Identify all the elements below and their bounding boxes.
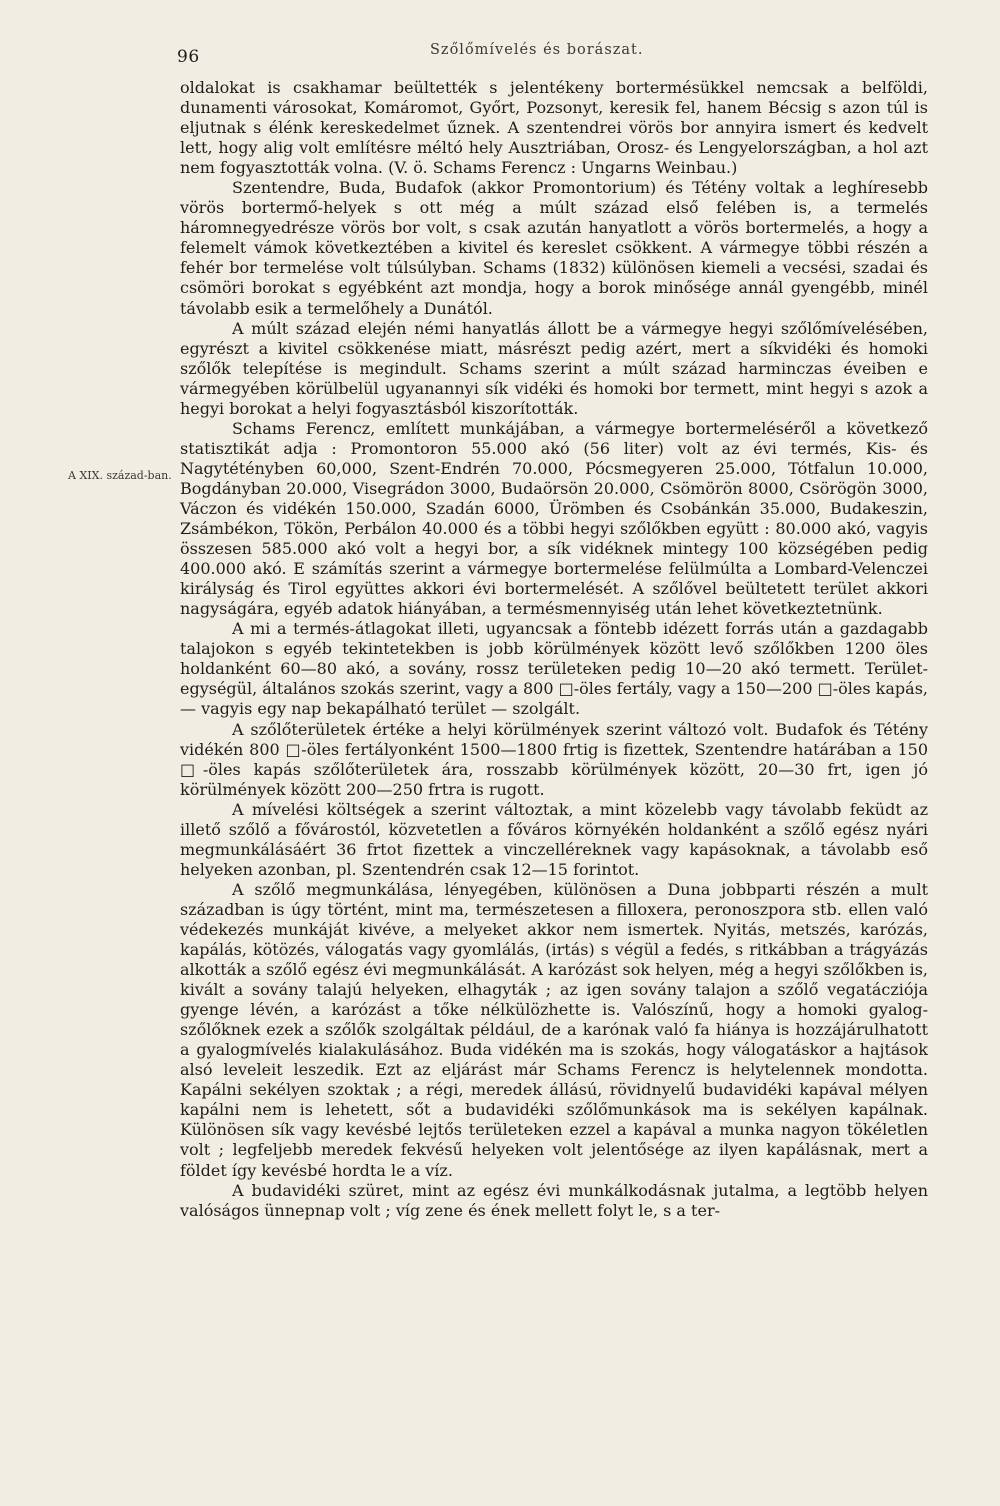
- text-body: [180, 78, 928, 1221]
- paragraph: Szentendre, Buda, Budafok (akkor Promontorium) és Tétény voltak a leghíresebb vörös bortermő-helyek s ott még a múlt század első felében is, a termelés háromnegyedrésze vörös bor volt, s csak azután hanyatlott a vörös bortermelés, a hogy a felemelt vámok következtében a kivitel és kereslet csökkent. A vármegye többi részén a fehér bor termelése volt túlsúlyban. Schams (1832) különösen kiemeli a vecsési, szadai és csömöri borokat s egyébként azt mondja, hogy a borok minősége annál gyengébb, minél távolabb esik a termelőhely a Dunától.: [180, 178, 928, 318]
- paragraph: A budavidéki szüret, mint az egész évi munkálkodásnak jutalma, a legtöbb helyen valóságos ünnepnap volt ; víg zene és ének mellett folyt le, s a ter-: [180, 1180, 928, 1220]
- margin-note: A XIX. század-ban.: [68, 469, 172, 482]
- paragraph: oldalokat is csakhamar beültették s jelentékeny bortermésükkel nemcsak a belföldi, dunamenti városokat, Komáromot, Győrt, Pozsonyt, keresik fel, hanem Bécsig s azon túl is eljutnak s élénk kereskedelmet űznek. A szentendrei vörös bor annyira ismert és kedvelt lett, hogy alig volt említésre méltó hely Ausztriában, Orosz- és Lengyelországban, a hol azt nem fogyasztották volna. (V. ö. Schams Ferencz : Ungarns Weinbau.): [180, 78, 928, 178]
- paragraph: Schams Ferencz, említett munkájában, a vármegye bortermeléséről a következő statisztikát adja : Promontoron 55.000 akó (56 liter) volt az évi termés, Kis- és Nagytétényben 60,000, Szent-Endrén 70.000, Pócsmegyeren 25.000, Tótfalun 10.000, Bogdányban 20.000, Visegrádon 3000, Budaörsön 20.000, Csömörön 8000, Csörögön 3000, Váczon és vidékén 150.000, Szadán 6000, Ürömben és Csobánkán 35.000, Budakeszin, Zsámbékon, Tökön, Perbálon 40.000 és a többi hegyi szőlőkben együtt : 80.000 akó, vagyis összesen 585.000 akó volt a hegyi bor, a sík vidéknek mintegy 100 községében pedig 400.000 akó. E számítás szerint a vármegye bortermelése felülmúlta a Lombard-Velenczei királyság és Tirol együttes akkori évi bortermelését. A szőlővel beültetett terület akkori nagyságára, egyéb adatok hiányában, a termésmennyiség után lehet következtetnünk.: [180, 418, 928, 619]
- paragraph: A múlt század elején némi hanyatlás állott be a vármegye hegyi szőlőmívelésében, egyrészt a kivitel csökkenése miatt, másrészt pedig azért, mert a síkvidéki és homoki szőlők telepítése is megindult. Schams szerint a múlt század harminczas éveiben e vármegyében körülbelül ugyanannyi sík vidéki és homoki bor termett, mint hegyi s azok a hegyi borokat a helyi fogyasztásból kiszorították.: [180, 318, 928, 418]
- paragraph: A szőlőterületek értéke a helyi körülmények szerint változó volt. Budafok és Tétény vidékén 800 □-öles fertályonként 1500—1800 frtig is fizettek, Szentendre határában a 150 □-öles kapás szőlőterületek ára, rosszabb körülmények között, 20—30 frt, igen jó körülmények között 200—250 frtra is rugott.: [180, 719, 928, 799]
- running-head: Szőlőmívelés és borászat.: [430, 42, 644, 58]
- paragraph: A mívelési költségek a szerint változtak, a mint közelebb vagy távolabb feküdt az illető szőlő a fővárostól, közvetetlen a főváros környékén holdanként a szőlő egész nyári megmunkálásáért 36 frtot fizettek a vinczelléreknek vagy kapásoknak, a távolabb eső helyeken azonban, pl. Szentendrén csak 12—15 forintot.: [180, 799, 928, 879]
- paragraph: A mi a termés-átlagokat illeti, ugyancsak a föntebb idézett forrás után a gazdagabb talajokon s egyéb tekintetekben is jobb körülmények között levő szőlőkben 1200 öles holdanként 60—80 akó, a sovány, rossz területeken pedig 10—20 akó termett. Terület-egységül, általános szokás szerint, vagy a 800 □-öles fertály, vagy a 150—200 □-öles kapás, — vagyis egy nap bekapálható terület — szolgált.: [180, 619, 928, 719]
- page-number: 96: [177, 47, 200, 67]
- paragraph: A szőlő megmunkálása, lényegében, különösen a Duna jobbparti részén a mult században is úgy történt, mint ma, természetesen a filloxera, peronoszpora stb. ellen való védekezés munkáját kivéve, a melyeket akkor nem ismertek. Nyitás, metszés, karózás, kapálás, kötözés, válogatás vagy gyomlálás, (irtás) s végül a fedés, s ritkábban a trágyázás alkották a szőlő egész évi megmunkálását. A karózást sok helyen, még a hegyi szőlőkben is, kivált a sovány talajú helyeken, elhagyták ; az igen sovány talajon a szőlő vegatácziója gyenge lévén, a karózást a tőke nélkülözhette is. Valószínű, hogy a homoki gyalog-szőlőknek ezek a szőlők szolgáltak például, de a karónak való fa hiánya is hozzájárulhatott a gyalogmívelés kialakulásához. Buda vidékén ma is szokás, hogy válogatáskor a hajtások alsó leveleit leszedik. Ezt az eljárást már Schams Ferencz is helytelennek mondotta. Kapálni sekélyen szoktak ; a régi, meredek állású, rövidnyelű budavidéki kapával mélyen kapálni nem is lehetett, sőt a budavidéki szőlőmunkások ma is sekélyen kapálnak. Különösen sík vagy kevésbé lejtős területeken ezzel a kapával a munka nagyon tökéletlen volt ; legfeljebb meredek fekvésű helyeken volt jelentősége az ilyen kapálásnak, mert a földet így kevésbé hordta le a víz.: [180, 879, 928, 1180]
